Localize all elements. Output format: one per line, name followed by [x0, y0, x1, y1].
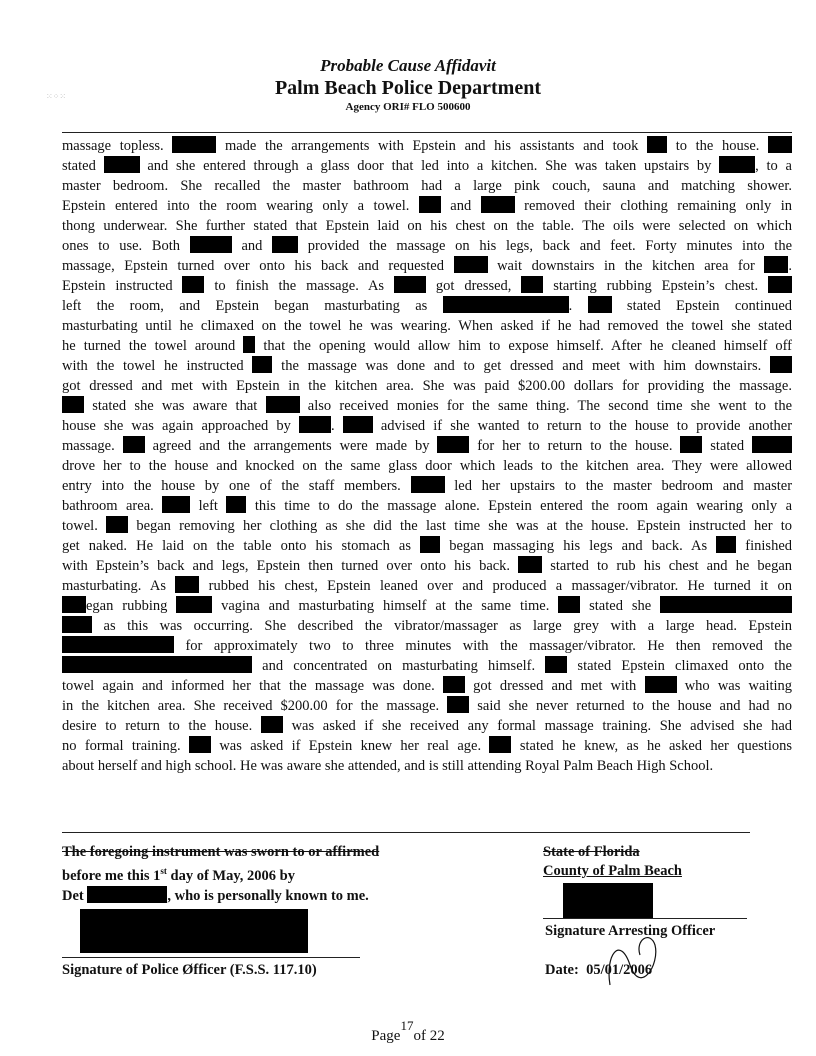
redaction-box: [647, 136, 667, 153]
body-line: Epstein entered into the room wearing only a towel. and removed their clothing remaining only in: [62, 198, 793, 214]
redaction-box: [411, 476, 445, 493]
redaction-box: [299, 416, 331, 433]
redaction-box: [518, 556, 542, 573]
redaction-box: [420, 536, 440, 553]
body-line: masturbating until he climaxed on the towel he was wearing. When asked if he had removed the towel she stated: [62, 318, 792, 334]
redaction-box: [266, 396, 300, 413]
redaction-box: [716, 536, 736, 553]
body-line: drove her to the house and knocked on the same glass door which leads to the kitchen area. They were allowed: [62, 458, 792, 474]
body-line: massage, Epstein turned over onto his back and requested wait downstairs in the kitchen area for .: [62, 258, 793, 274]
redaction-box: [261, 716, 283, 733]
body-line: towel. began removing her clothing as she did the last time she was at the house. Epstein instructed her to: [62, 518, 793, 534]
footer-divider: [62, 832, 750, 833]
body-line: masturbating. As rubbed his chest, Epstein leaned over and produced a massager/vibrator. He turned it on: [62, 578, 793, 594]
page-number: Page$^{17}$of 22: [371, 1018, 445, 1044]
redaction-box: [123, 436, 145, 453]
redaction-box: [545, 656, 567, 673]
body-line: Epstein instructed to finish the massage. As got dressed, starting rubbing Epstein’s chest.: [62, 276, 792, 296]
body-line: massage topless. made the arrangements with Epstein and his assistants and took to the house.: [62, 136, 792, 156]
body-line: massage. agreed and the arrangements were made by for her to return to the house. stated: [62, 436, 792, 456]
body-line: ones to use. Both and provided the massage on his legs, back and feet. Forty minutes into the: [62, 238, 793, 254]
body-line: egan rubbing vagina and masturbating himself at the same time. stated she: [62, 596, 792, 616]
signature-line-right: [543, 918, 747, 919]
faint-stamp-mark: ⁙⁘⁙: [46, 92, 67, 101]
body-line: desire to return to the house. was asked if she received any formal massage training. She advised she had: [62, 718, 793, 734]
redaction-box: [272, 236, 298, 253]
body-line: thong underwear. She further stated that Epstein laid on his chest on the table. The oils were selected on which: [62, 218, 792, 234]
redaction-box: [62, 616, 92, 633]
redaction-box: [106, 516, 128, 533]
redaction-box: [680, 436, 702, 453]
redaction-box: [645, 676, 677, 693]
body-line: entry into the house by one of the staff members. led her upstairs to the master bedroom and master: [62, 478, 793, 494]
body-line: with the towel he instructed the massage was done and to get dressed and meet with him downstairs.: [62, 356, 792, 376]
signature-line-left: [62, 957, 360, 958]
body-line: stated she was aware that also received monies for the same thing. The second time she went to the: [62, 396, 792, 416]
affidavit-body: [62, 136, 792, 776]
redaction-box: [443, 296, 569, 313]
redaction-box: [719, 156, 755, 173]
redaction-box: [660, 596, 792, 613]
body-line: and concentrated on masturbating himself. stated Epstein climaxed onto the: [62, 656, 792, 676]
redaction-box: [243, 336, 255, 353]
oath-officer-line: Det , who is personally known to me.: [62, 887, 369, 904]
state-line: State of Florida: [543, 844, 640, 860]
body-line: got dressed and met with Epstein in the kitchen area. She was paid $200.00 dollars for providing the massage.: [62, 378, 792, 394]
body-line: as this was occurring. She described the vibrator/massager as large grey with a large head. Epstein: [62, 616, 792, 636]
body-line: no formal training. was asked if Epstein knew her real age. stated he knew, as he asked her questions: [62, 738, 793, 754]
arresting-officer-redaction: [563, 883, 653, 919]
document-subtitle: Probable Cause Affidavit: [320, 56, 496, 75]
redaction-box: [176, 596, 212, 613]
body-line: left the room, and Epstein began masturbating as . stated Epstein continued: [62, 298, 793, 314]
body-line: he turned the towel around that the opening would allow him to expose himself. After he cleaned himself off: [62, 338, 793, 354]
redaction-box: [62, 636, 174, 653]
agency-ori: Agency ORI# FLO 500600: [345, 101, 471, 113]
body-line: with Epstein’s back and legs, Epstein then turned over onto his back. started to rub his chest and he began: [62, 558, 793, 574]
redaction-box: [558, 596, 580, 613]
redaction-box: [764, 256, 788, 273]
body-line: in the kitchen area. She received $200.00 for the massage. said she never returned to the house and had no: [62, 698, 793, 714]
body-line: get naked. He laid on the table onto his stomach as began massaging his legs and back. As finished: [62, 538, 793, 554]
police-officer-signature-label: Signature of Police Øfficer (F.S.S. 117.10): [62, 962, 317, 978]
oath-line: The foregoing instrument was sworn to or affirmed: [62, 844, 380, 860]
redaction-box: [447, 696, 469, 713]
redaction-box: [87, 886, 167, 903]
redaction-box: [521, 276, 543, 293]
redaction-box: [394, 276, 426, 293]
document-header: [0, 56, 816, 114]
redaction-box: [768, 276, 792, 293]
oath-date-line: before me this 1st day of May, 2006 by: [62, 866, 295, 884]
body-line: about herself and high school. He was aware she attended, and is still attending Royal Palm Beach High School.: [62, 758, 714, 774]
redaction-box: [343, 416, 373, 433]
date-line: Date: 05/01/2006: [545, 962, 653, 978]
body-line: house she was again approached by . advised if she wanted to return to the house to provide another: [62, 418, 793, 434]
redaction-box: [226, 496, 246, 513]
oath-block: [62, 843, 379, 906]
arresting-officer-signature-label: Signature Arresting Officer: [545, 923, 716, 939]
redaction-box: [443, 676, 465, 693]
body-line: bathroom area. left this time to do the massage alone. Epstein entered the room again wearing only a: [62, 498, 793, 514]
redaction-box: [481, 196, 515, 213]
redaction-box: [252, 356, 272, 373]
redaction-box: [189, 736, 211, 753]
redaction-box: [62, 656, 252, 673]
date-value: 05/01/2006: [586, 962, 653, 978]
redaction-box: [437, 436, 469, 453]
signature-redaction: [80, 909, 308, 953]
body-line: towel again and informed her that the massage was done. got dressed and met with who was waiting: [62, 678, 793, 694]
handwritten-signature-scribble: [600, 925, 670, 995]
redaction-box: [62, 396, 84, 413]
redaction-box: [768, 136, 792, 153]
jurisdiction-block: [543, 843, 682, 881]
redaction-box: [489, 736, 511, 753]
redaction-box: [419, 196, 441, 213]
redaction-box: [182, 276, 204, 293]
redaction-box: [752, 436, 792, 453]
redaction-box: [172, 136, 216, 153]
body-line: for approximately two to three minutes with the massager/vibrator. He then removed the: [62, 636, 792, 656]
redaction-box: [175, 576, 199, 593]
county-line: County of Palm Beach: [543, 863, 682, 879]
redaction-box: [190, 236, 232, 253]
redaction-box: [770, 356, 792, 373]
body-line: master bedroom. She recalled the master bathroom had a large pink couch, sauna and matching shower.: [62, 178, 792, 194]
redaction-box: [62, 596, 86, 613]
document-title: Palm Beach Police Department: [274, 77, 542, 99]
body-line: stated and she entered through a glass door that led into a kitchen. She was taken upstairs by , to a: [62, 158, 792, 174]
redaction-box: [454, 256, 488, 273]
redaction-box: [104, 156, 140, 173]
redaction-box: [588, 296, 612, 313]
redaction-box: [162, 496, 190, 513]
header-divider: [62, 132, 792, 133]
